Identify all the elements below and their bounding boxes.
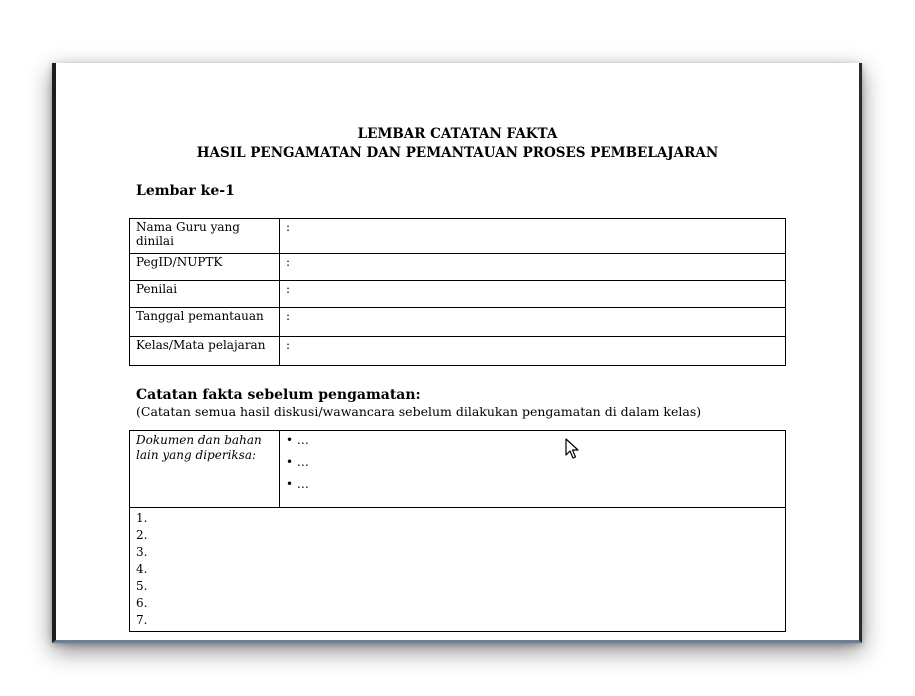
table-row xyxy=(130,308,786,337)
list-item: 1. xyxy=(136,511,148,525)
list-item: 7. xyxy=(136,613,148,627)
field-value-assessor[interactable]: : xyxy=(280,281,786,308)
documents-label: Dokumen dan bahan lain yang diperiksa: xyxy=(130,431,280,508)
list-item: 6. xyxy=(136,596,148,610)
field-value-class-subject[interactable]: : xyxy=(280,337,786,366)
field-value-teacher-name[interactable]: : xyxy=(280,219,786,254)
document-title-line1: LEMBAR CATATAN FAKTA xyxy=(357,126,558,142)
list-item: • … xyxy=(286,433,309,447)
table-row xyxy=(130,281,786,308)
field-label-pegid: PegID/NUPTK xyxy=(130,254,280,281)
document-title-line2: HASIL PENGAMATAN DAN PEMANTAUAN PROSES PEMBELAJARAN xyxy=(196,145,719,161)
table-row xyxy=(130,431,786,508)
field-label-assessor: Penilai xyxy=(130,281,280,308)
list-item: • … xyxy=(286,477,309,491)
numbered-notes[interactable] xyxy=(130,508,786,632)
document-page xyxy=(52,63,862,643)
table-row xyxy=(130,337,786,366)
sheet-label: Lembar ke-1 xyxy=(136,183,235,199)
list-item: 4. xyxy=(136,562,148,576)
list-item: • … xyxy=(286,455,309,469)
list-item: 5. xyxy=(136,579,148,593)
table-row xyxy=(130,219,786,254)
mouse-pointer-icon xyxy=(565,438,581,464)
teacher-info-table xyxy=(129,218,786,366)
page-content xyxy=(56,63,859,640)
field-label-class-subject: Kelas/Mata pelajaran xyxy=(130,337,280,366)
section-title: Catatan fakta sebelum pengamatan: xyxy=(136,387,421,403)
section-description: (Catatan semua hasil diskusi/wawancara sebelum dilakukan pengamatan di dalam kelas) xyxy=(136,404,702,419)
list-item: 2. xyxy=(136,528,148,542)
field-value-date[interactable]: : xyxy=(280,308,786,337)
field-label-teacher-name: Nama Guru yang dinilai xyxy=(130,219,280,254)
table-row xyxy=(130,508,786,632)
field-value-pegid[interactable]: : xyxy=(280,254,786,281)
field-label-date: Tanggal pemantauan xyxy=(130,308,280,337)
table-row xyxy=(130,254,786,281)
pre-observation-notes-table xyxy=(129,430,786,632)
documents-bullets[interactable] xyxy=(280,431,786,508)
list-item: 3. xyxy=(136,545,148,559)
